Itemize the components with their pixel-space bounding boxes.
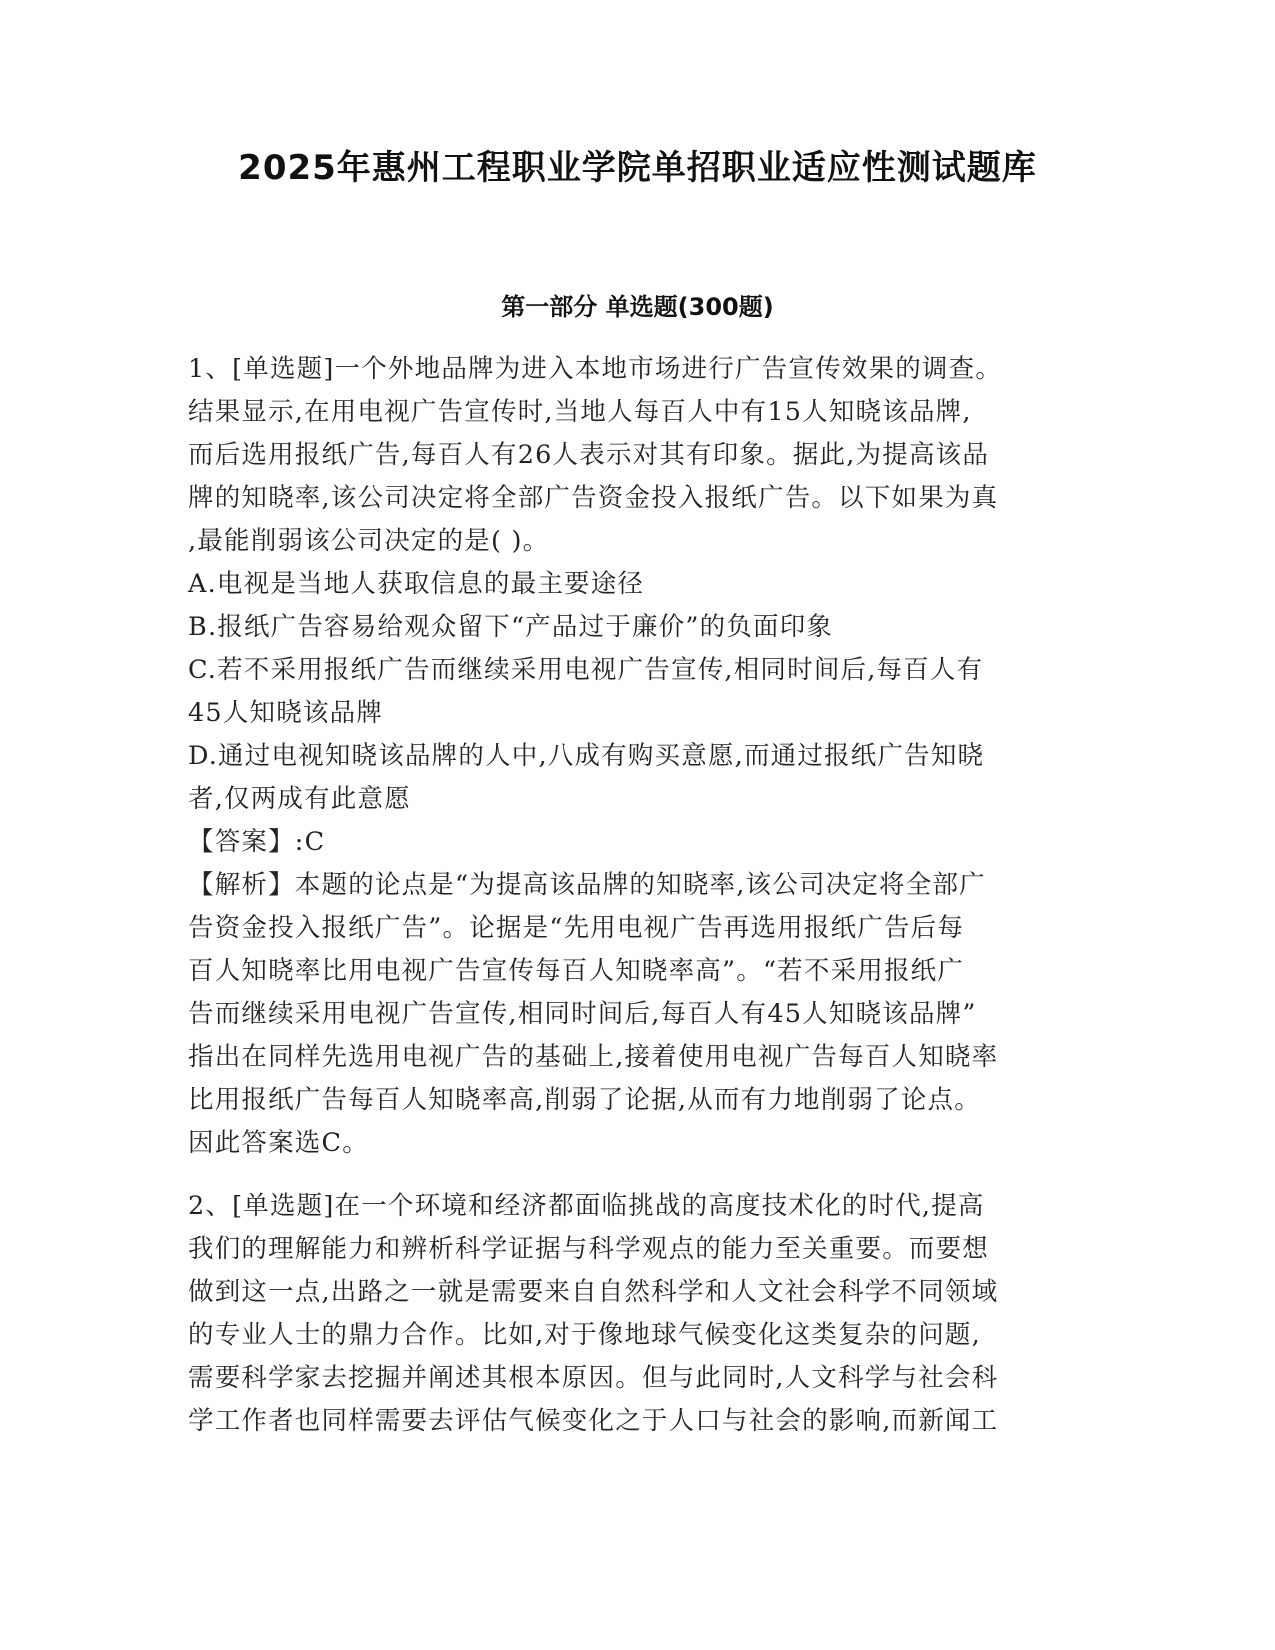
option-b: B.报纸广告容易给观众留下“产品过于廉价”的负面印象 [188, 612, 834, 642]
analysis-line: 指出在同样先选用电视广告的基础上,接着使用电视广告每百人知晓率 [188, 1042, 999, 1072]
question-spacer [188, 1165, 1078, 1185]
analysis-line: 告资金投入报纸广告”。论据是“先用电视广告再选用报纸广告后每 [188, 913, 965, 943]
option-d-continued: 者,仅两成有此意愿 [188, 784, 411, 814]
analysis-line: 比用报纸广告每百人知晓率高,削弱了论据,从而有力地削弱了论点。 [188, 1085, 981, 1115]
question-stem-line: 我们的理解能力和辨析科学证据与科学观点的能力至关重要。而要想 [188, 1234, 990, 1264]
question-stem-line: 而后选用报纸广告,每百人有26人表示对其有印象。据此,为提高该品 [188, 440, 990, 470]
document-title: 2025年惠州工程职业学院单招职业适应性测试题库 [238, 148, 1037, 188]
section-heading: 第一部分 单选题(300题) [501, 293, 774, 321]
option-c-continued: 45人知晓该品牌 [188, 698, 384, 728]
question-stem-line: 结果显示,在用电视广告宣传时,当地人每百人中有15人知晓该品牌, [188, 397, 972, 427]
option-a: A.电视是当地人获取信息的最主要途径 [188, 569, 645, 599]
question-2 [188, 1185, 1078, 1443]
option-d: D.通过电视知晓该品牌的人中,八成有购买意愿,而通过报纸广告知晓 [188, 741, 985, 771]
analysis-line: 因此答案选C。 [188, 1128, 369, 1158]
question-stem-line: 牌的知晓率,该公司决定将全部广告资金投入报纸广告。以下如果为真 [188, 483, 999, 513]
answer-line: 【答案】:C [188, 827, 326, 857]
question-stem-line: 1、[单选题]一个外地品牌为进入本地市场进行广告宣传效果的调查。 [188, 354, 1003, 384]
question-stem-line: 需要科学家去挖掘并阐述其根本原因。但与此同时,人文科学与社会科 [188, 1363, 999, 1393]
question-content [188, 348, 1078, 1443]
question-stem-line: 做到这一点,出路之一就是需要来自自然科学和人文社会科学不同领域 [188, 1277, 999, 1307]
analysis-line: 告而继续采用电视广告宣传,相同时间后,每百人有45人知晓该品牌” [188, 999, 977, 1029]
option-c: C.若不采用报纸广告而继续采用电视广告宣传,相同时间后,每百人有 [188, 655, 984, 685]
question-stem-line: 的专业人士的鼎力合作。比如,对于像地球气候变化这类复杂的问题, [188, 1320, 981, 1350]
analysis-line: 【解析】本题的论点是“为提高该品牌的知晓率,该公司决定将全部广 [188, 870, 986, 900]
question-stem-line: 学工作者也同样需要去评估气候变化之于人口与社会的影响,而新闻工 [188, 1406, 999, 1436]
question-stem-line: 2、[单选题]在一个环境和经济都面临挑战的高度技术化的时代,提高 [188, 1191, 985, 1221]
analysis-line: 百人知晓率比用电视广告宣传每百人知晓率高”。“若不采用报纸广 [188, 956, 965, 986]
question-stem-line: ,最能削弱该公司决定的是( )。 [188, 526, 550, 556]
question-1 [188, 348, 1078, 1165]
